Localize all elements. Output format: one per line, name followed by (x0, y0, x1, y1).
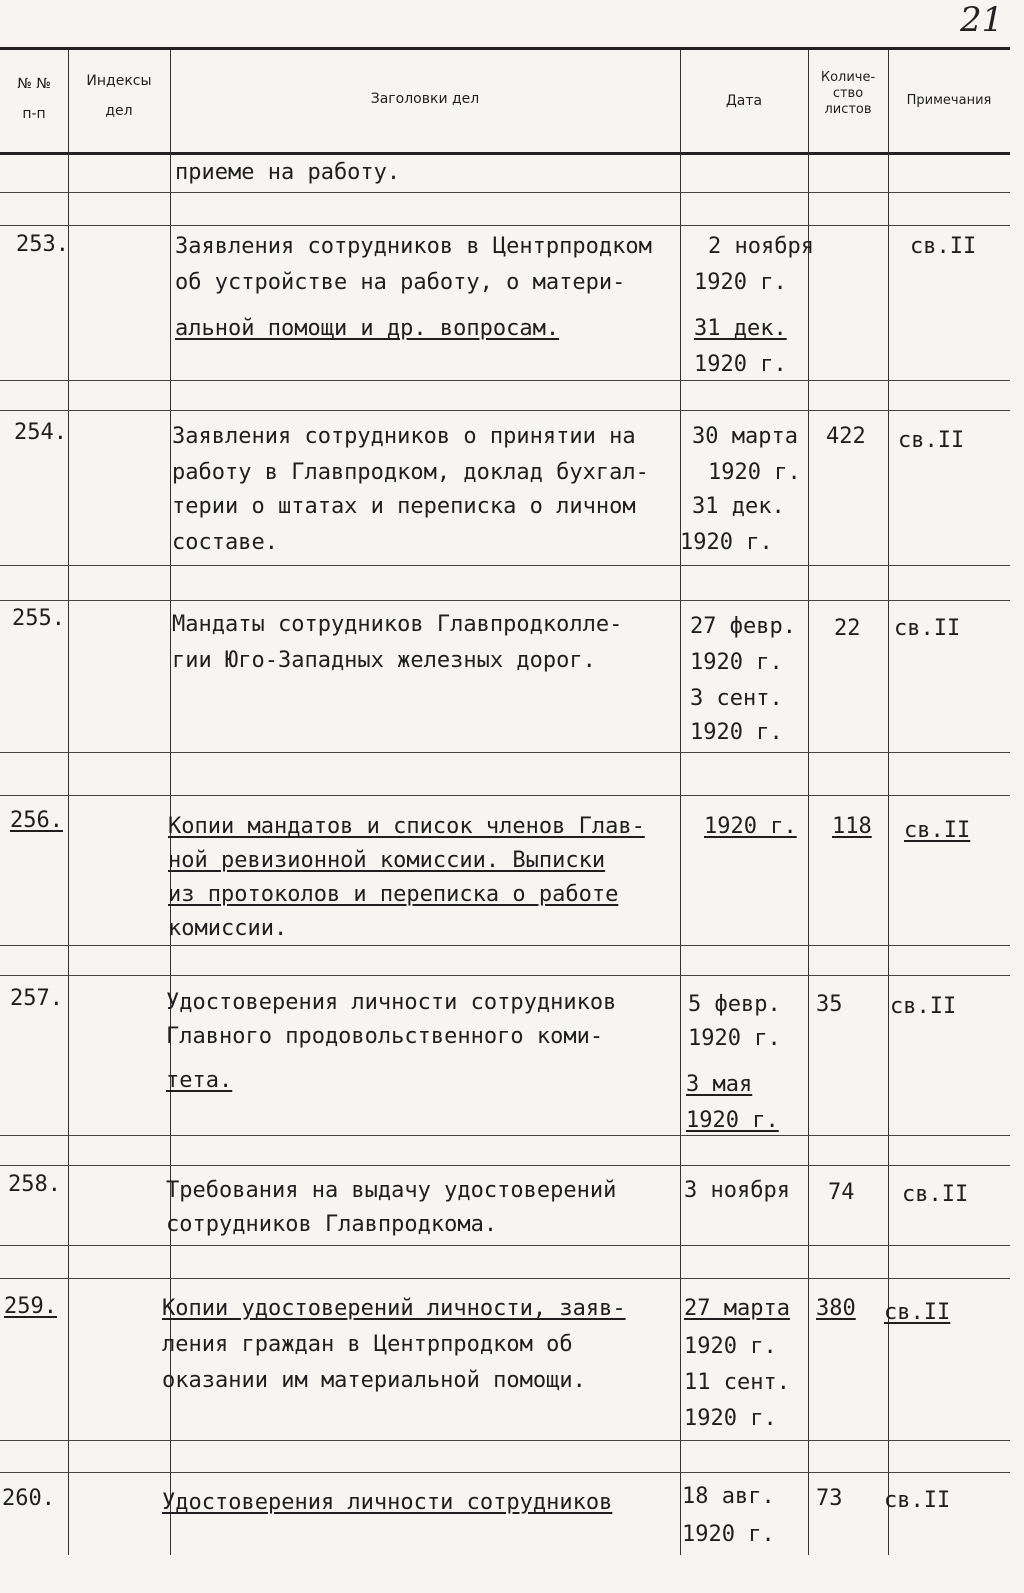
entry-date-line: 18 авг. (682, 1484, 775, 1509)
entry-date-line: 1920 г. (680, 530, 773, 555)
col-rule-3 (680, 50, 681, 1555)
entry-note: св.II (890, 994, 957, 1019)
row-rule (0, 410, 1010, 411)
entry-number: 257. (10, 986, 63, 1011)
entry-title-line: гии Юго-Западных железных дорог. (172, 648, 596, 673)
entry-sheets: 380 (816, 1296, 856, 1321)
col-rule-5 (888, 50, 889, 1555)
entry-date-line: 1920 г. (682, 1522, 775, 1547)
row-rule (0, 752, 1010, 753)
continuation-text: приеме на работу. (175, 160, 401, 185)
entry-number: 259. (4, 1294, 57, 1319)
entry-date-line: 1920 г. (708, 460, 801, 485)
entry-date-line: 1920 г. (704, 814, 797, 839)
entry-date-line: 1920 г. (688, 1026, 781, 1051)
header-notes: Примечания (906, 93, 992, 108)
entry-note: св.II (884, 1300, 951, 1325)
entry-sheets: 118 (832, 814, 872, 839)
entry-title-line: Требования на выдачу удостоверений (166, 1178, 617, 1203)
header-bottom-rule (0, 152, 1010, 155)
header-top-rule (0, 47, 1010, 50)
entry-title-line: Заявления сотрудников в Центрпродком (175, 234, 652, 259)
row-rule (0, 1245, 1010, 1246)
entry-title-line: комиссии. (168, 916, 288, 941)
header-index-line1: Индексы (86, 73, 152, 89)
entry-date-line: 3 сент. (690, 686, 783, 711)
row-rule (0, 600, 1010, 601)
entry-date-line: 31 дек. (692, 494, 785, 519)
col-rule-1 (68, 50, 69, 1555)
entry-date-line: 31 дек. (694, 316, 787, 341)
entry-date-line: 27 марта (684, 1296, 790, 1321)
entry-sheets: 22 (834, 616, 861, 641)
header-number-line2: п-п (22, 106, 46, 122)
row-rule (0, 1440, 1010, 1441)
header-date: Дата (725, 93, 763, 109)
row-rule (0, 380, 1010, 381)
entry-sheets: 35 (816, 992, 843, 1017)
row-rule (0, 1135, 1010, 1136)
entry-date-line: 30 марта (692, 424, 798, 449)
entry-date-line: 27 февр. (690, 614, 796, 639)
row-rule (0, 975, 1010, 976)
entry-note: св.II (904, 818, 971, 843)
entry-title-line: об устройстве на работу, о матери- (175, 270, 626, 295)
row-rule (0, 225, 1010, 226)
header-count-line1: Количе- (820, 70, 876, 85)
entry-date-line: 3 мая (686, 1072, 753, 1097)
entry-title-line: Удостоверения личности сотрудников (166, 990, 617, 1015)
col-rule-4 (808, 50, 809, 1555)
entry-date-line: 1920 г. (686, 1108, 779, 1133)
entry-sheets: 422 (826, 424, 866, 449)
entry-number: 260. (2, 1486, 55, 1511)
entry-title-line: составе. (172, 530, 278, 555)
header-count-line3: листов (824, 102, 872, 117)
header-number (0, 75, 68, 123)
page-number: 21 (960, 0, 1004, 40)
entry-sheets: 74 (828, 1180, 855, 1205)
entry-title-line: Заявления сотрудников о принятии на (172, 424, 636, 449)
entry-title-line: Копии удостоверений личности, заяв- (162, 1296, 626, 1321)
entry-note: св.II (902, 1182, 969, 1207)
header-count (808, 70, 888, 118)
entry-date-line: 1920 г. (694, 352, 787, 377)
entry-title-line: ной ревизионной комиссии. Выписки (168, 848, 606, 873)
entry-number: 256. (10, 808, 63, 833)
entry-title-line: Удостоверения личности сотрудников (162, 1490, 613, 1515)
row-rule (0, 1278, 1010, 1279)
header-title: Заголовки дел (370, 91, 480, 107)
row-rule (0, 565, 1010, 566)
entry-date-line: 1920 г. (684, 1334, 777, 1359)
entry-date-line: 1920 г. (690, 720, 783, 745)
entry-date-line: 11 сент. (684, 1370, 790, 1395)
entry-date-line: 1920 г. (684, 1406, 777, 1431)
row-rule (0, 945, 1010, 946)
entry-title-line: альной помощи и др. вопросам. (175, 316, 560, 341)
entry-title-line: ления граждан в Центрпродком об (162, 1332, 573, 1357)
row-rule (0, 1472, 1010, 1473)
entry-title-line: терии о штатах и переписка о личном (172, 494, 636, 519)
entry-title-line: работу в Главпродком, доклад бухгал- (172, 460, 649, 485)
entry-note: св.II (884, 1488, 951, 1513)
entry-date-line: 5 февр. (688, 992, 781, 1017)
row-rule (0, 795, 1010, 796)
entry-note: св.II (910, 234, 977, 259)
entry-number: 258. (8, 1172, 61, 1197)
entry-sheets: 73 (816, 1486, 843, 1511)
entry-date-line: 3 ноября (684, 1178, 790, 1203)
entry-title-line: из протоколов и переписка о работе (168, 882, 619, 907)
entry-number: 254. (14, 420, 67, 445)
entry-title-line: сотрудников Главпродкома. (166, 1212, 498, 1237)
header-index-line2: дел (105, 103, 133, 119)
entry-date-line: 1920 г. (694, 270, 787, 295)
col-rule-2 (170, 50, 171, 1555)
row-rule (0, 192, 1010, 193)
header-count-line2: ство (832, 86, 864, 101)
row-rule (0, 1165, 1010, 1166)
header-index (68, 72, 170, 120)
entry-title-line: тета. (166, 1068, 233, 1093)
header-number-line1: № № (17, 76, 51, 92)
entry-title-line: Главного продовольственного коми- (166, 1024, 604, 1049)
entry-note: св.II (894, 616, 961, 641)
entry-date-line: 2 ноября (708, 234, 814, 259)
entry-title-line: оказании им материальной помощи. (162, 1368, 586, 1393)
entry-date-line: 1920 г. (690, 650, 783, 675)
entry-note: св.II (898, 428, 965, 453)
entry-number: 255. (12, 606, 65, 631)
entry-number: 253. (16, 232, 69, 257)
entry-title-line: Мандаты сотрудников Главпродколле- (172, 612, 623, 637)
entry-title-line: Копии мандатов и список членов Глав- (168, 814, 645, 839)
